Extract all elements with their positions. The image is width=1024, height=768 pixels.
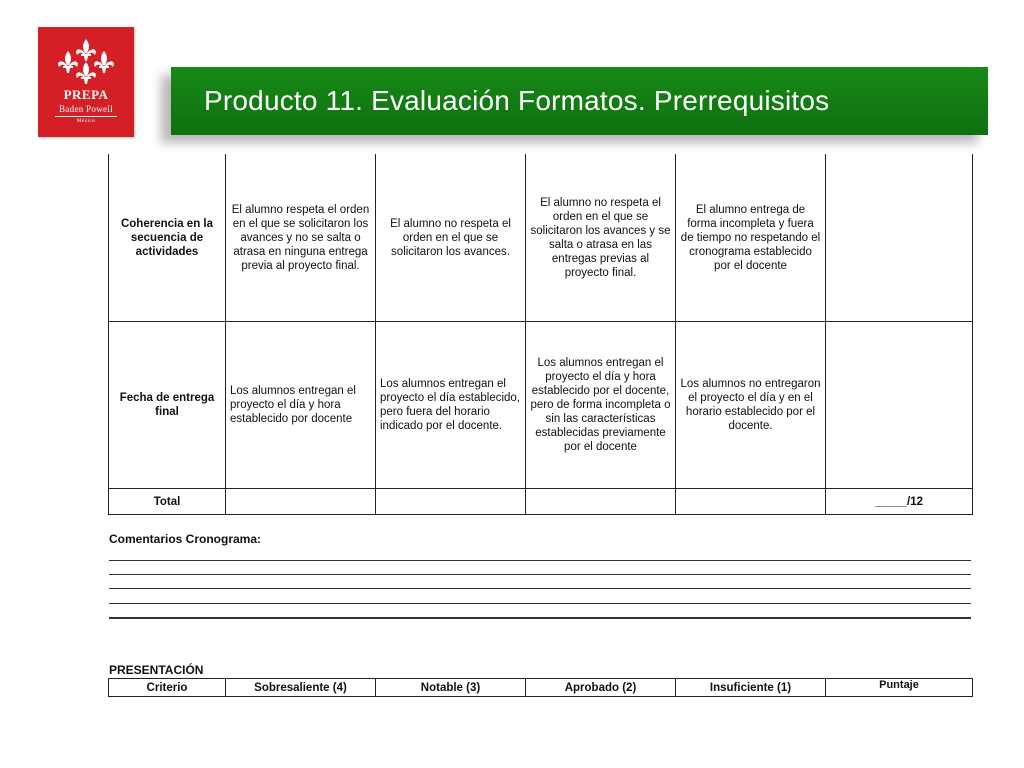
rubric-cell: Los alumnos entregan el proyecto el día y hora establecido por docente: [226, 322, 376, 489]
score-cell: [826, 154, 973, 322]
total-row: [109, 489, 973, 515]
table-row: [109, 322, 973, 489]
comment-line: [109, 588, 971, 589]
header-puntaje: Puntaje: [826, 679, 973, 697]
logo-name: PREPA: [63, 87, 109, 102]
total-label: Total: [109, 489, 226, 515]
rubric-cell: Los alumnos entregan el proyecto el día y hora establecido por el docente, pero de forma incompleta o sin las características establecidas previamente por el docente: [526, 322, 676, 489]
criterion-cell: Coherencia en la secuencia de actividades: [109, 154, 226, 322]
empty-cell: [676, 489, 826, 515]
fleur-de-lis-icon: [54, 35, 118, 87]
presentation-table: [108, 678, 973, 697]
rubric-cell: Los alumnos entregan el proyecto el día establecido, pero fuera del horario indicado por el docente.: [376, 322, 526, 489]
page-title: Producto 11. Evaluación Formatos. Prerrequisitos: [204, 85, 830, 116]
header-aprobado: Aprobado (2): [526, 679, 676, 697]
logo-divider: [55, 116, 117, 117]
logo-subtitle: Baden Powell: [59, 104, 113, 114]
logo-country: México: [76, 119, 96, 124]
empty-cell: [226, 489, 376, 515]
header-insuficiente: Insuficiente (1): [676, 679, 826, 697]
table-row: [109, 154, 973, 322]
rubric-cell: El alumno no respeta el orden en el que se solicitaron los avances.: [376, 154, 526, 322]
score-cell: [826, 322, 973, 489]
rubric-cell: El alumno no respeta el orden en el que se solicitaron los avances y se salta o atrasa en las entregas previas al proyecto final.: [526, 154, 676, 322]
comments-label: Comentarios Cronograma:: [109, 532, 262, 546]
comment-line: [109, 574, 971, 575]
header-sobresaliente: Sobresaliente (4): [226, 679, 376, 697]
presentation-label: PRESENTACIÓN: [109, 663, 204, 677]
criterion-cell: Fecha de entrega final: [109, 322, 226, 489]
rubric-cell: El alumno respeta el orden en el que se solicitaron los avances y no se salta o atrasa en ninguna entrega previa al proyecto final.: [226, 154, 376, 322]
empty-cell: [526, 489, 676, 515]
empty-cell: [376, 489, 526, 515]
header-criterio: Criterio: [109, 679, 226, 697]
rubric-cell: El alumno entrega de forma incompleta y fuera de tiempo no respetando el cronograma establecido por el docente: [676, 154, 826, 322]
title-bar: [171, 67, 988, 135]
comment-line: [109, 603, 971, 604]
rubric-table: [108, 154, 973, 515]
table-row: [109, 679, 973, 697]
comment-line: [109, 617, 971, 619]
rubric-cell: Los alumnos no entregaron el proyecto el día y en el horario establecido por el docente.: [676, 322, 826, 489]
header-notable: Notable (3): [376, 679, 526, 697]
comment-line: [109, 560, 971, 561]
total-score: _____/12: [826, 489, 973, 515]
prepa-logo: [38, 27, 134, 137]
